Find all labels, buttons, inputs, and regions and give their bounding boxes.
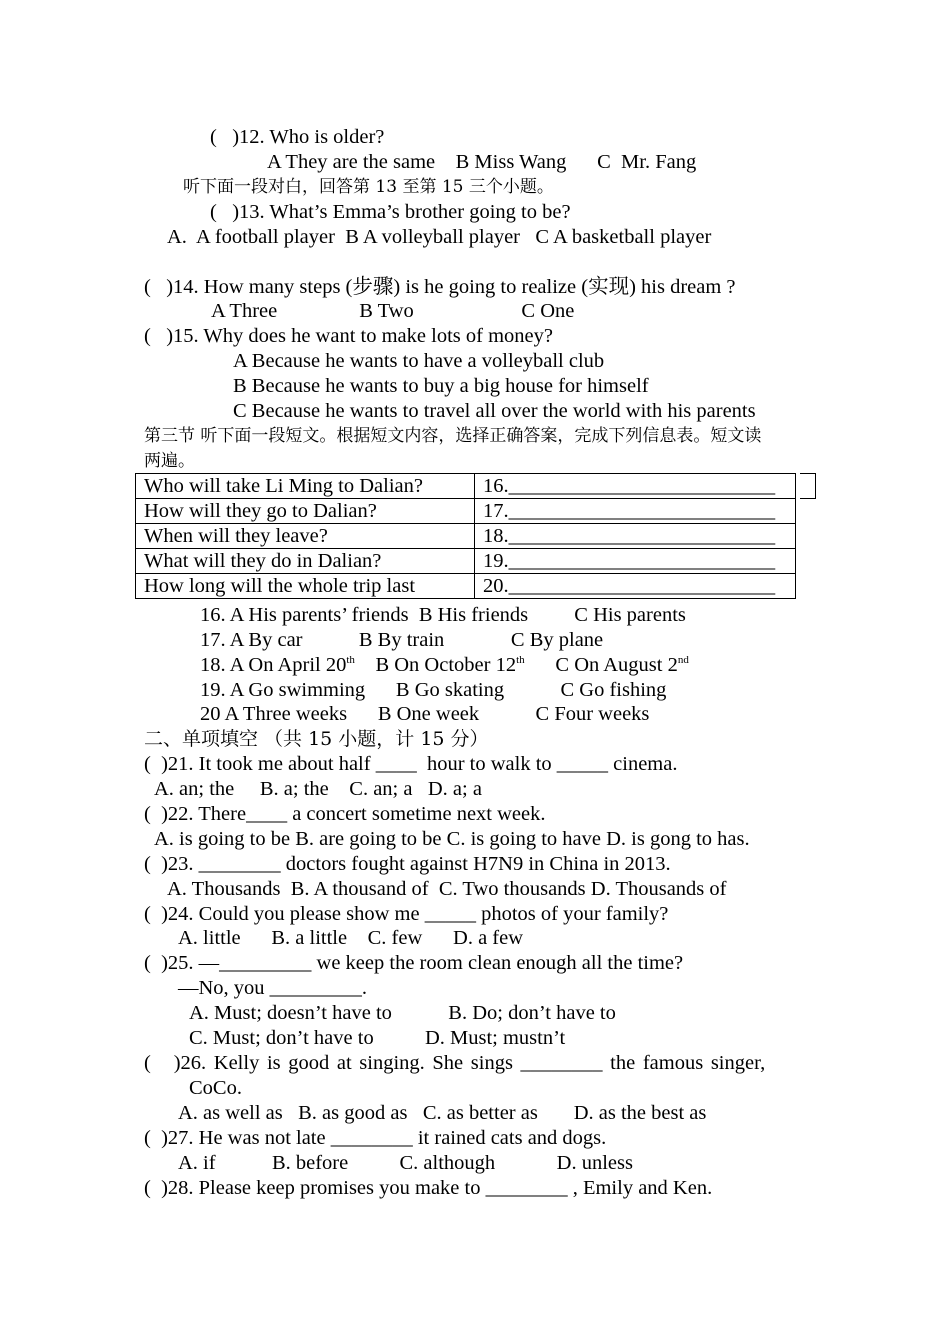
choices-20: 20 A Three weeks B One week C Four weeks xyxy=(200,703,650,725)
table-row xyxy=(136,474,796,499)
table-answer-blank: 20.__________________________ xyxy=(475,574,796,599)
question-25-options-2: C. Must; don’t have to D. Must; mustn’t xyxy=(189,1027,566,1049)
question-22-options: A. is going to be B. are going to be C. is going to have D. is gong to has. xyxy=(150,828,750,850)
question-24-stem: ( )24. Could you please show me _____ photos of your family? xyxy=(144,903,669,925)
question-25-stem: ( )25. —_________ we keep the room clean enough all the time? xyxy=(144,952,684,974)
choices-18-c-sup: nd xyxy=(677,654,689,667)
choices-18-b-sup: th xyxy=(516,654,525,667)
question-24-options: A. little B. a little C. few D. a few xyxy=(178,927,524,949)
choices-18-a: 18. A On April 20 xyxy=(200,654,347,676)
choices-18-a-sup: th xyxy=(346,654,355,667)
table-answer-blank: 19.__________________________ xyxy=(475,549,796,574)
table-answer-blank: 16.__________________________ xyxy=(475,474,796,499)
section3-instruction-line2: 两遍。 xyxy=(144,451,195,471)
question-28-stem: ( )28. Please keep promises you make to ________ , Emily and Ken. xyxy=(144,1177,713,1199)
question-27-stem: ( )27. He was not late ________ it rained cats and dogs. xyxy=(144,1127,607,1149)
table-question-cell: Who will take Li Ming to Dalian? xyxy=(136,474,475,499)
table-row xyxy=(136,524,796,549)
section3-instruction-line1: 第三节 听下面一段短文。根据短文内容，选择正确答案，完成下列信息表。短文读 xyxy=(144,426,762,446)
question-21-stem: ( )21. It took me about half ____ hour to walk to _____ cinema. xyxy=(144,753,678,775)
question-15-stem: ( )15. Why does he want to make lots of money? xyxy=(144,325,553,347)
table-question-cell: What will they do in Dalian? xyxy=(136,549,475,574)
table-question-cell: When will they leave? xyxy=(136,524,475,549)
choices-17: 17. A By car B By train C By plane xyxy=(200,629,604,651)
choices-18-c: C On August 2 xyxy=(524,654,678,676)
question-14-options: A Three B Two C One xyxy=(211,300,575,322)
question-26-stem-cont: CoCo. xyxy=(189,1077,242,1099)
question-21-options: A. an; the B. a; the C. an; a D. a; a xyxy=(150,778,482,800)
question-12-options: A They are the same B Miss Wang C Mr. Fang xyxy=(267,151,697,173)
question-12-stem: ( )12. Who is older? xyxy=(210,126,385,148)
question-27-options: A. if B. before C. although D. unless xyxy=(178,1152,633,1174)
question-23-options: A. Thousands B. A thousand of C. Two thousands D. Thousands of xyxy=(167,878,727,900)
question-23-stem: ( )23. ________ doctors fought against H7N9 in China in 2013. xyxy=(144,853,671,875)
choices-19: 19. A Go swimming B Go skating C Go fishing xyxy=(200,679,667,701)
info-table xyxy=(135,473,796,599)
table-question-cell: How will they go to Dalian? xyxy=(136,499,475,524)
question-22-stem: ( )22. There____ a concert sometime next week. xyxy=(144,803,546,825)
choices-18-b: B On October 12 xyxy=(354,654,517,676)
table-row xyxy=(136,574,796,599)
grammar-heading: 二、单项填空 （共 15 小题，计 15 分） xyxy=(144,728,489,750)
table-row xyxy=(136,499,796,524)
question-14-stem: ( )14. How many steps (步骤) is he going to realize (实现) his dream ? xyxy=(144,276,736,298)
table-border-extension xyxy=(800,473,816,499)
choices-18 xyxy=(200,653,689,677)
question-25-options-1: A. Must; doesn’t have to B. Do; don’t have to xyxy=(189,1002,616,1024)
question-25-reply: —No, you _________. xyxy=(178,977,368,999)
table-answer-blank: 18.__________________________ xyxy=(475,524,796,549)
table-answer-blank: 17.__________________________ xyxy=(475,499,796,524)
instruction-13-15: 听下面一段对白，回答第 13 至第 15 三个小题。 xyxy=(183,177,554,197)
question-26-stem: ( )26. Kelly is good at singing. She sings ________ the famous singer, xyxy=(144,1052,766,1074)
choices-16: 16. A His parents’ friends B His friends C His parents xyxy=(200,604,686,626)
question-15-option-b: B Because he wants to buy a big house for himself xyxy=(233,375,649,397)
question-13-stem: ( )13. What’s Emma’s brother going to be? xyxy=(210,201,571,223)
question-13-options: A. A football player B A volleyball player C A basketball player xyxy=(167,226,712,248)
table-row xyxy=(136,549,796,574)
table-question-cell: How long will the whole trip last xyxy=(136,574,475,599)
question-15-option-a: A Because he wants to have a volleyball club xyxy=(233,350,605,372)
question-15-option-c: C Because he wants to travel all over the world with his parents xyxy=(233,400,756,422)
question-26-options: A. as well as B. as good as C. as better as D. as the best as xyxy=(178,1102,707,1124)
